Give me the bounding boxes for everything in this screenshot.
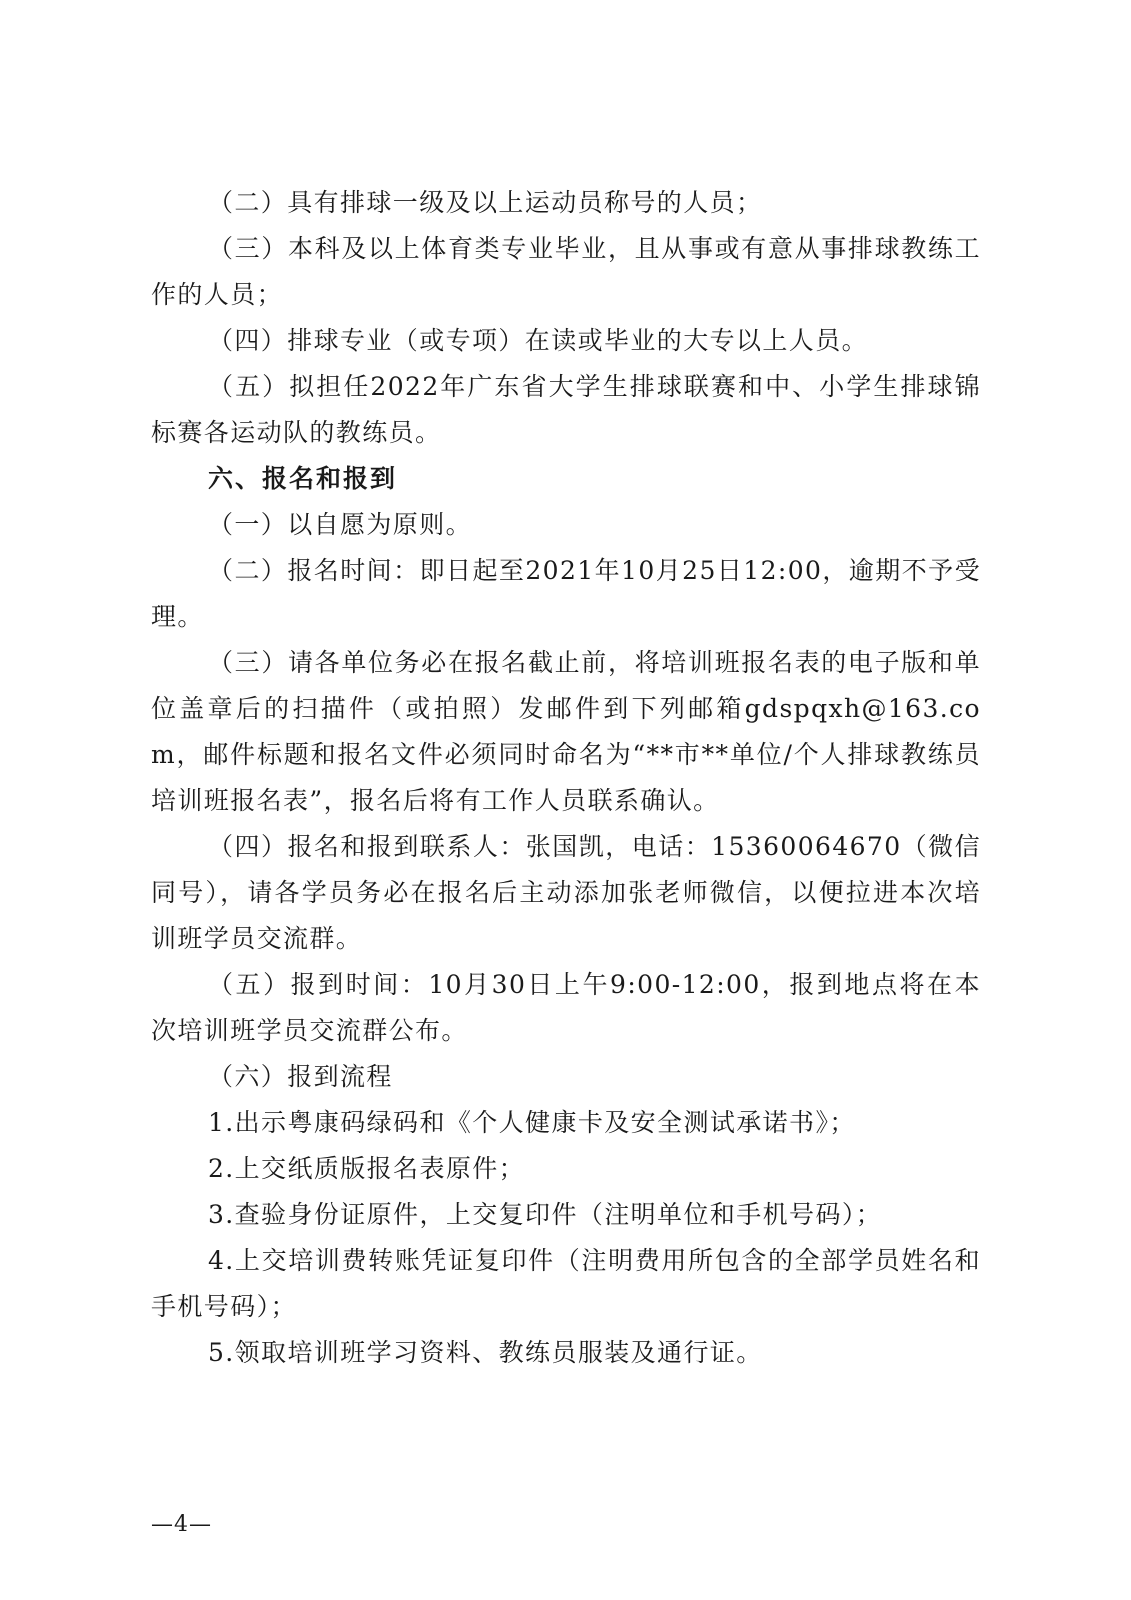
registration-item-1: （一）以自愿为原则。 [208,510,473,539]
procedure-step-5: 5.领取培训班学习资料、教练员服装及通行证。 [208,1338,763,1367]
section-heading-registration: 六、报名和报到 [208,464,398,493]
procedure-step-2: 2.上交纸质版报名表原件； [208,1154,526,1183]
requirement-item-5: （五）拟担任2022年广东省大学生排球联赛和中、小学生排球锦标赛各运动队的教练员。 [151,372,981,447]
page-number: —4— [151,1512,212,1537]
registration-item-6: （六）报到流程 [208,1062,393,1091]
registration-item-4: （四）报名和报到联系人：张国凯，电话：15360064670（微信同号），请各学员务必在报名后主动添加张老师微信，以便拉进本次培训班学员交流群。 [151,832,981,953]
requirement-item-2: （二）具有排球一级及以上运动员称号的人员； [208,188,763,217]
procedure-step-3: 3.查验身份证原件，上交复印件（注明单位和手机号码）； [208,1200,883,1229]
registration-item-5: （五）报到时间：10月30日上午9:00-12:00，报到地点将在本次培训班学员交流群公布。 [151,970,981,1045]
procedure-step-4: 4.上交培训费转账凭证复印件（注明费用所包含的全部学员姓名和手机号码）； [151,1246,981,1321]
registration-item-2: （二）报名时间：即日起至2021年10月25日12:00，逾期不予受理。 [151,556,981,631]
requirement-item-3: （三）本科及以上体育类专业毕业，且从事或有意从事排球教练工作的人员； [151,234,981,309]
requirement-item-4: （四）排球专业（或专项）在读或毕业的大专以上人员。 [208,326,869,355]
registration-item-3: （三）请各单位务必在报名截止前，将培训班报名表的电子版和单位盖章后的扫描件（或拍照）发邮件到下列邮箱gdspqxh@163.com，邮件标题和报名文件必须同时命名为“**市**单位/个人排球教练员培训班报名表”，报名后将有工作人员联系确认。 [151,648,981,815]
document-body [151,180,981,1376]
procedure-step-1: 1.出示粤康码绿码和《个人健康卡及安全测试承诺书》； [208,1108,856,1137]
